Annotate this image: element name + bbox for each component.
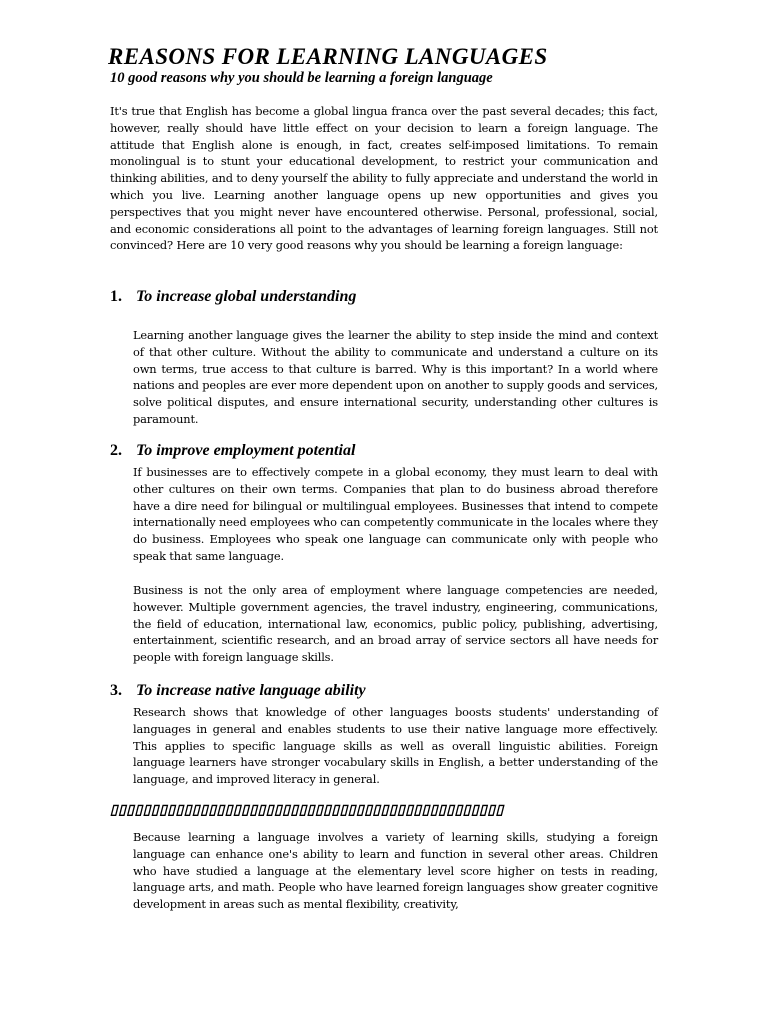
section-4-heading [110, 802, 504, 819]
section-2-title: To improve employment potential [136, 442, 356, 459]
section-1-heading [110, 288, 356, 306]
section-3-title: To increase native language ability [136, 682, 366, 699]
section-2-paragraph-2: Business is not the only area of employment where language competencies are needed, however. Multiple government agencies, the travel industry, engineering, communications, the field of education, international law, economics, public policy, publishing, advertising, entertainment, scientific research, and an broad array of service sectors all have needs for people with foreign language skills. [133, 583, 658, 665]
section-3-paragraph-1: Research shows that knowledge of other languages boosts students' understanding of languages in general and enables students to use their native language more effectively. This applies to specific language skills as well as overall linguistic abilities. Foreign language learners have stronger vocabulary skills in English, a better understanding of the language, and improved literacy in general. [133, 705, 658, 787]
section-1-paragraph-1: Learning another language gives the learner the ability to step inside the mind and context of that other culture. Without the ability to communicate and understand a culture on its own terms, true access to that culture is barred. Why is this important? In a world where nations and peoples are ever more dependent upon on another to supply goods and services, solve political disputes, and ensure international security, understanding other cultures is paramount. [133, 328, 658, 426]
section-1-number: 1. [110, 288, 122, 305]
section-1-title: To increase global understanding [136, 288, 357, 305]
intro-paragraph: It's true that English has become a global lingua franca over the past several decades; this fact, however, really should have little effect on your decision to learn a foreign language. The attitude that English alone is enough, in fact, creates self-imposed limitations. To remain monolingual is to stunt your educational development, to restrict your communication and thinking abilities, and to deny yourself the ability to fully appreciate and understand the world in which you live. Learning another language opens up new opportunities and gives you perspectives that you might never have encountered otherwise. Personal, professional, social, and economic considerations all point to the advantages of learning foreign languages. Still not convinced? Here are 10 very good reasons why you should be learning a foreign language: [110, 104, 658, 253]
section-2-heading [110, 442, 355, 460]
section-3-number: 3. [110, 682, 122, 699]
section-2-paragraph-1: If businesses are to effectively compete in a global economy, they must learn to deal with other cultures on their own terms. Companies that plan to do business abroad therefore have a dire need for bilingual or multilingual employees. Businesses that intend to compete internationally need employees who can competently communicate in the locales where they do business. Employees who speak one language can communicate only with people who speak that same language. [133, 465, 658, 563]
document-subtitle: 10 good reasons why you should be learning a foreign language [110, 70, 493, 86]
section-2-number: 2. [110, 442, 122, 459]
section-4-title: ▯▯▯▯▯▯▯▯▯▯▯▯▯▯▯▯▯▯▯▯▯▯▯▯▯▯▯▯▯▯▯▯▯▯▯▯▯▯▯▯▯▯▯▯▯▯▯▯ [110, 803, 504, 818]
section-4-paragraph-1: Because learning a language involves a variety of learning skills, studying a foreign language can enhance one's ability to learn and function in several other areas. Children who have studied a language at the elementary level score higher on tests in reading, language arts, and math. People who have learned foreign languages show greater cognitive development in areas such as mental flexibility, creativity, [133, 830, 658, 912]
section-3-heading [110, 682, 366, 700]
document-title: REASONS FOR LEARNING LANGUAGES [108, 44, 548, 69]
